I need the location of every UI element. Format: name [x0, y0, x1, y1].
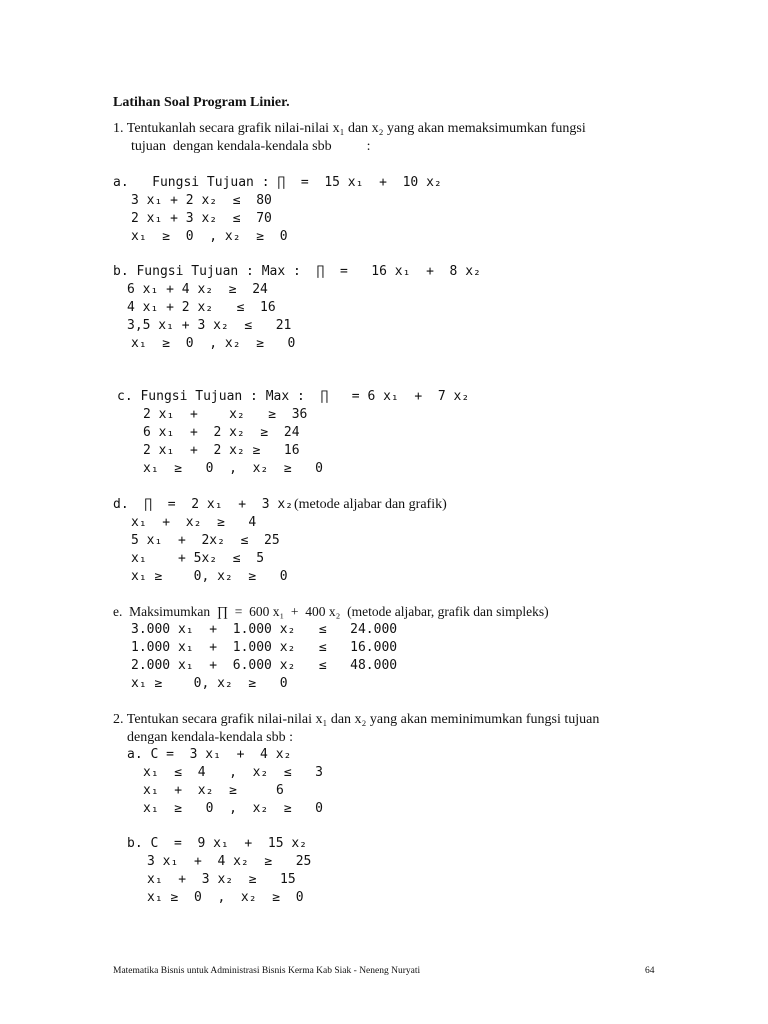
problem-2a-constraint-2: x₁ + x₂ ≥ 6 — [143, 783, 284, 798]
problem-d-constraint-3: x₁ + 5x₂ ≤ 5 — [131, 551, 265, 566]
problem-c-constraint-1: 2 x₁ + x₂ ≥ 36 — [143, 407, 308, 422]
problem-2b-objective: b. C = 9 x₁ + 15 x₂ — [127, 836, 308, 851]
problem-2a-objective: a. C = 3 x₁ + 4 x₂ — [127, 747, 292, 762]
page-number: 64 — [645, 966, 655, 976]
problem-b-constraint-4: x₁ ≥ 0 , x₂ ≥ 0 — [131, 336, 296, 351]
question-1-line-1: 1. Tentukanlah secara grafik nilai-nilai x₁ dan x₂ yang akan memaksimumkan fungsi — [113, 121, 586, 136]
problem-2b-constraint-2: x₁ + 3 x₂ ≥ 15 — [147, 872, 296, 887]
problem-b-constraint-3: 3,5 x₁ + 3 x₂ ≤ 21 — [127, 318, 292, 333]
problem-2b-constraint-3: x₁ ≥ 0 , x₂ ≥ 0 — [147, 890, 304, 905]
problem-d-constraint-1: x₁ + x₂ ≥ 4 — [131, 515, 257, 530]
problem-b-constraint-2: 4 x₁ + 2 x₂ ≤ 16 — [127, 300, 276, 315]
problem-c-constraint-4: x₁ ≥ 0 , x₂ ≥ 0 — [143, 461, 324, 476]
problem-c-objective: c. Fungsi Tujuan : Max : ∏ = 6 x₁ + 7 x₂ — [117, 389, 470, 404]
problem-e-constraint-2: 1.000 x₁ + 1.000 x₂ ≤ 16.000 — [131, 640, 398, 655]
problem-c-constraint-3: 2 x₁ + 2 x₂ ≥ 16 — [143, 443, 300, 458]
question-2-line-1: 2. Tentukan secara grafik nilai-nilai x₁ dan x₂ yang akan meminimumkan fungsi tujuan — [113, 712, 600, 727]
question-1-line-2: tujuan dengan kendala-kendala sbb : — [131, 139, 371, 154]
problem-b-objective: b. Fungsi Tujuan : Max : ∏ = 16 x₁ + 8 x₂ — [113, 264, 481, 279]
problem-2a-constraint-3: x₁ ≥ 0 , x₂ ≥ 0 — [143, 801, 324, 816]
question-2-line-2: dengan kendala-kendala sbb : — [127, 730, 293, 745]
footer-text: Matematika Bisnis untuk Administrasi Bisnis Kerma Kab Siak - Neneng Nuryati — [113, 966, 421, 976]
problem-d-method: (metode aljabar dan grafik) — [294, 497, 447, 512]
problem-a-constraint-3: x₁ ≥ 0 , x₂ ≥ 0 — [131, 229, 288, 244]
problem-d-constraint-4: x₁ ≥ 0, x₂ ≥ 0 — [131, 569, 288, 584]
problem-e-constraint-1: 3.000 x₁ + 1.000 x₂ ≤ 24.000 — [131, 622, 398, 637]
problem-d-objective: d. ∏ = 2 x₁ + 3 x₂ — [113, 497, 294, 512]
problem-a-objective: a. Fungsi Tujuan : ∏ = 15 x₁ + 10 x₂ — [113, 175, 442, 190]
problem-e-objective: e. Maksimumkan ∏ = 600 x₁ + 400 x₂ (metode aljabar, grafik dan simpleks) — [113, 604, 549, 619]
problem-c-constraint-2: 6 x₁ + 2 x₂ ≥ 24 — [143, 425, 300, 440]
problem-d-constraint-2: 5 x₁ + 2x₂ ≤ 25 — [131, 533, 280, 548]
problem-e-constraint-4: x₁ ≥ 0, x₂ ≥ 0 — [131, 676, 288, 691]
problem-a-constraint-1: 3 x₁ + 2 x₂ ≤ 80 — [131, 193, 272, 208]
problem-e-constraint-3: 2.000 x₁ + 6.000 x₂ ≤ 48.000 — [131, 658, 398, 673]
problem-2a-constraint-1: x₁ ≤ 4 , x₂ ≤ 3 — [143, 765, 324, 780]
problem-2b-constraint-1: 3 x₁ + 4 x₂ ≥ 25 — [147, 854, 312, 869]
problem-a-constraint-2: 2 x₁ + 3 x₂ ≤ 70 — [131, 211, 272, 226]
problem-b-constraint-1: 6 x₁ + 4 x₂ ≥ 24 — [127, 282, 268, 297]
page-title: Latihan Soal Program Linier. — [113, 95, 290, 110]
